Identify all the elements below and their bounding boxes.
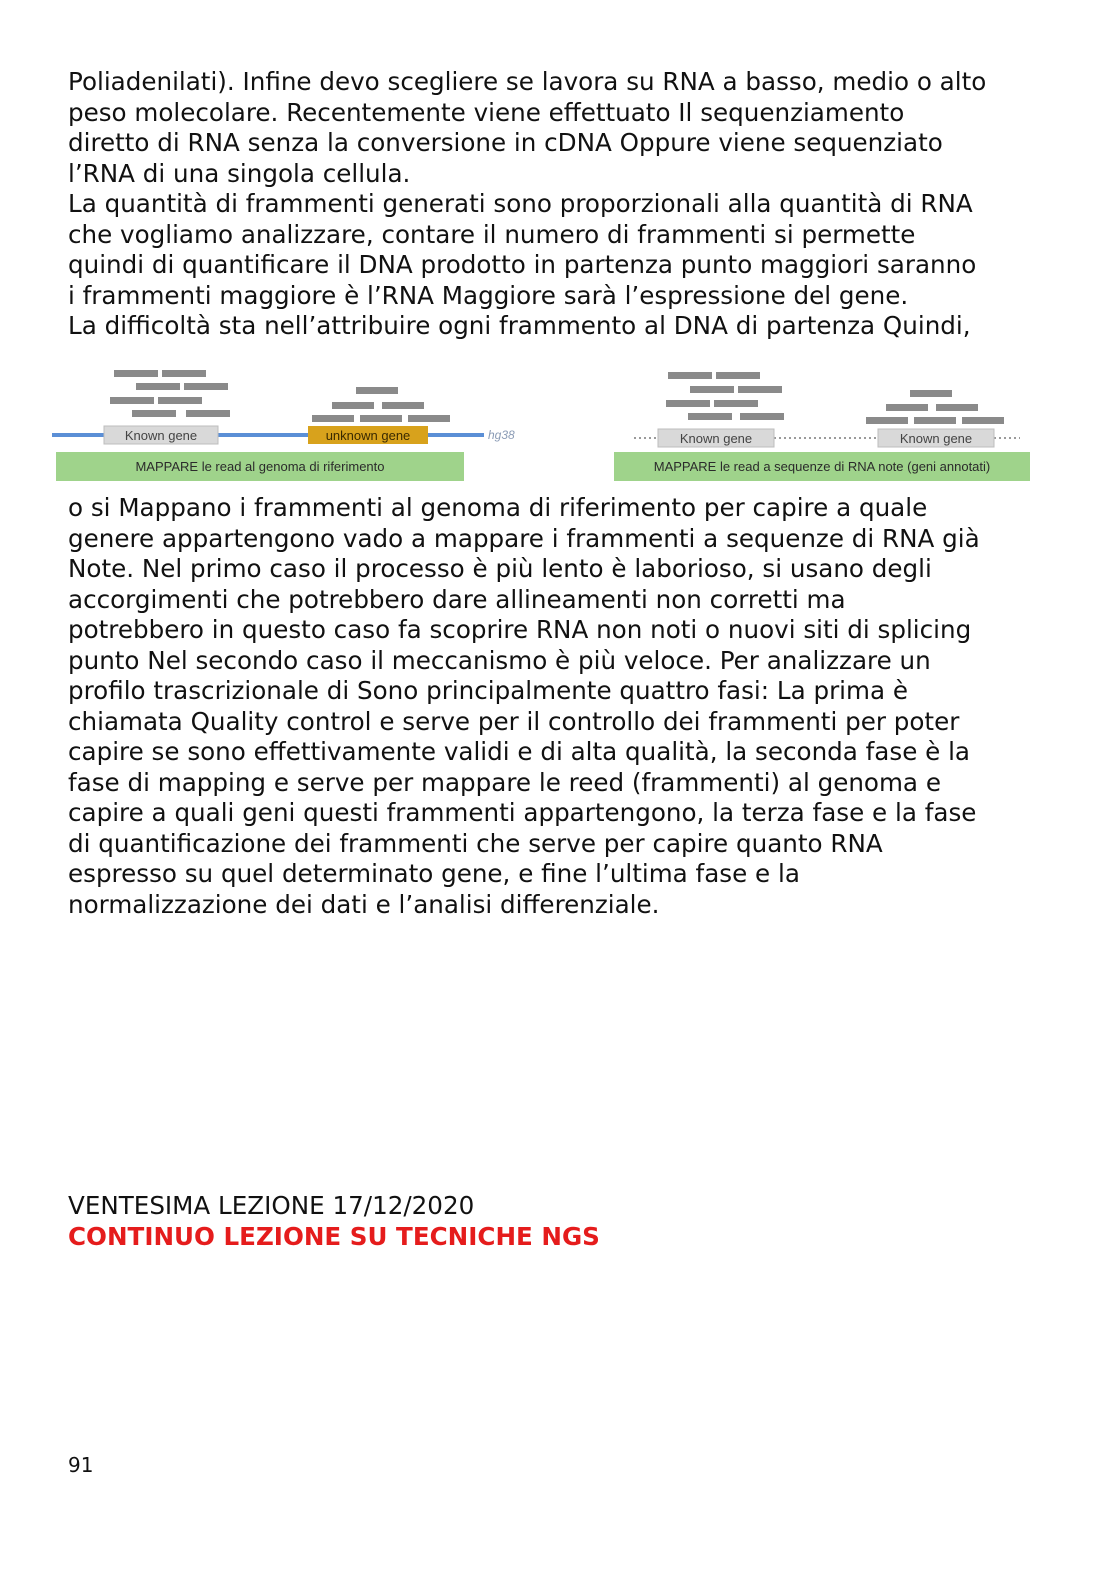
text-line: i frammenti maggiore è l’RNA Maggiore sarà l’espressione del gene.	[68, 280, 909, 310]
reads-over-known-gene	[110, 370, 230, 417]
text-line: Note. Nel primo caso il processo è più lento è laborioso, si usano degli	[68, 554, 932, 583]
text-line: Poliadenilati). Infine devo scegliere se lavora su RNA a basso, medio o alto	[68, 67, 987, 96]
caption-left: MAPPARE le read al genoma di riferimento	[135, 459, 385, 474]
text-line: La difficoltà sta nell’attribuire ogni frammento al DNA di partenza Quindi,	[68, 311, 971, 340]
reads-over-known-gene-2	[866, 390, 1004, 424]
lesson-heading	[68, 1190, 600, 1252]
text-line: La quantità di frammenti generati sono proporzionali alla quantità di RNA	[68, 189, 973, 218]
text-line: l’RNA di una singola cellula.	[68, 158, 411, 188]
caption-right: MAPPARE le read a sequenze di RNA note (geni annotati)	[653, 459, 991, 474]
text-line: potrebbero in questo caso fa scoprire RNA non noti o nuovi siti di splicing	[68, 615, 972, 644]
text-line: punto Nel secondo caso il meccanismo è più veloce. Per analizzare un	[68, 645, 931, 675]
text-line: che vogliamo analizzare, contare il numero di frammenti si permette	[68, 219, 916, 249]
text-line: o si Mappano i frammenti al genoma di riferimento per capire a quale	[68, 493, 928, 522]
reads-over-known-gene-1	[666, 372, 784, 420]
genome-label: hg38	[488, 428, 515, 442]
diagram-genome-mapping	[52, 362, 532, 484]
text-line: diretto di RNA senza la conversione in cDNA Oppure viene sequenziato	[68, 128, 943, 157]
paragraph-mapping	[68, 493, 1058, 920]
unknown-gene-label: unknown gene	[325, 428, 411, 443]
diagram-transcriptome-mapping	[610, 362, 1035, 484]
text-line: accorgimenti che potrebbero dare allineamenti non corretti ma	[68, 584, 846, 614]
text-line: di quantificazione dei frammenti che serve per capire quanto RNA	[68, 828, 883, 858]
text-line: peso molecolare. Recentemente viene effettuato Il sequenziamento	[68, 97, 905, 127]
lesson-subtitle: CONTINUO LEZIONE SU TECNICHE NGS	[68, 1222, 600, 1251]
known-gene-label-2: Known gene	[899, 431, 973, 446]
known-gene-label: Known gene	[124, 428, 198, 443]
text-line: espresso su quel determinato gene, e fine l’ultima fase e la	[68, 859, 800, 888]
lesson-title: VENTESIMA LEZIONE 17/12/2020	[68, 1191, 475, 1220]
text-line: fase di mapping e serve per mappare le reed (frammenti) al genoma e	[68, 767, 941, 797]
page-number: 91	[68, 1453, 94, 1477]
text-line: profilo trascrizionale di Sono principalmente quattro fasi: La prima è	[68, 676, 908, 705]
text-line: capire se sono effettivamente validi e di alta qualità, la seconda fase è la	[68, 737, 970, 766]
text-line: chiamata Quality control e serve per il controllo dei frammenti per poter	[68, 706, 960, 736]
known-gene-label-1: Known gene	[679, 431, 753, 446]
paragraph-intro	[68, 67, 1058, 342]
text-line: normalizzazione dei dati e l’analisi differenziale.	[68, 889, 660, 919]
reads-over-unknown-gene	[312, 387, 450, 422]
text-line: quindi di quantificare il DNA prodotto in partenza punto maggiori saranno	[68, 250, 977, 279]
text-line: genere appartengono vado a mappare i frammenti a sequenze di RNA già	[68, 523, 980, 553]
text-line: capire a quali geni questi frammenti appartengono, la terza fase e la fase	[68, 798, 977, 827]
